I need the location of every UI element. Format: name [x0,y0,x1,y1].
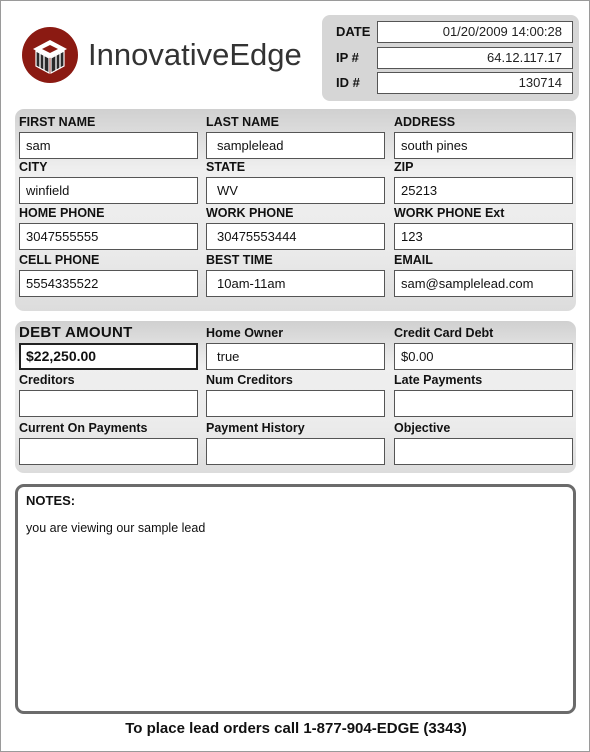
cell-phone-field[interactable]: 5554335522 [19,270,198,297]
debt-amount-label: DEBT AMOUNT [19,324,133,341]
work-phone-label: WORK PHONE [206,206,294,220]
work-phone-ext-label: WORK PHONE Ext [394,206,505,220]
num-creditors-label: Num Creditors [206,373,293,387]
num-creditors-field[interactable] [206,390,385,417]
brand-logo [22,27,302,83]
home-owner-group [206,325,385,370]
lead-info-panel [322,15,579,101]
work-phone-ext-group [394,205,573,250]
credit-card-debt-group [394,325,573,370]
best-time-label: BEST TIME [206,253,273,267]
date-label: DATE [336,24,371,39]
late-payments-group [394,372,573,417]
num-creditors-group [206,372,385,417]
objective-label: Objective [394,421,451,435]
notes-box[interactable] [15,484,576,714]
city-group [19,159,198,204]
ip-row [322,47,579,69]
id-row [322,72,579,94]
home-phone-field[interactable]: 3047555555 [19,223,198,250]
home-phone-group [19,205,198,250]
payment-history-group [206,420,385,465]
city-field[interactable]: winfield [19,177,198,204]
home-phone-label: HOME PHONE [19,206,105,220]
contact-section [15,109,576,311]
last-name-group [206,114,385,159]
email-field[interactable]: sam@samplelead.com [394,270,573,297]
id-field[interactable]: 130714 [377,72,573,94]
work-phone-ext-field[interactable]: 123 [394,223,573,250]
brand-name: InnovativeEdge [88,37,302,72]
cell-phone-label: CELL PHONE [19,253,100,267]
work-phone-group [206,205,385,250]
address-label: ADDRESS [394,115,456,129]
notes-text: you are viewing our sample lead [26,521,206,535]
id-label: ID # [336,75,360,90]
date-field[interactable]: 01/20/2009 14:00:28 [377,21,573,43]
debt-section [15,321,576,473]
ip-field[interactable]: 64.12.117.17 [377,47,573,69]
debt-amount-group [19,325,198,370]
credit-card-debt-field[interactable]: $0.00 [394,343,573,370]
last-name-field[interactable]: samplelead [206,132,385,159]
best-time-group [206,252,385,297]
email-label: EMAIL [394,253,433,267]
payment-history-field[interactable] [206,438,385,465]
ip-label: IP # [336,50,359,65]
state-group [206,159,385,204]
current-on-payments-group [19,420,198,465]
order-phone-footer: To place lead orders call 1-877-904-EDGE (3343) [125,720,467,737]
late-payments-label: Late Payments [394,373,483,387]
creditors-group [19,372,198,417]
payment-history-label: Payment History [206,421,305,435]
city-label: CITY [19,160,48,174]
first-name-label: FIRST NAME [19,115,96,129]
state-field[interactable]: WV [206,177,385,204]
email-group [394,252,573,297]
innovativeedge-logo-icon [22,27,78,83]
current-on-payments-label: Current On Payments [19,421,148,435]
notes-label: NOTES: [26,493,76,508]
objective-field[interactable] [394,438,573,465]
zip-group [394,159,573,204]
zip-label: ZIP [394,160,414,174]
state-label: STATE [206,160,246,174]
creditors-field[interactable] [19,390,198,417]
best-time-field[interactable]: 10am-11am [206,270,385,297]
address-group [394,114,573,159]
zip-field[interactable]: 25213 [394,177,573,204]
home-owner-field[interactable]: true [206,343,385,370]
current-on-payments-field[interactable] [19,438,198,465]
debt-amount-field[interactable]: $22,250.00 [19,343,198,370]
objective-group [394,420,573,465]
cell-phone-group [19,252,198,297]
first-name-group [19,114,198,159]
address-field[interactable]: south pines [394,132,573,159]
last-name-label: LAST NAME [206,115,279,129]
first-name-field[interactable]: sam [19,132,198,159]
work-phone-field[interactable]: 30475553444 [206,223,385,250]
credit-card-debt-label: Credit Card Debt [394,326,494,340]
creditors-label: Creditors [19,373,75,387]
late-payments-field[interactable] [394,390,573,417]
date-row [322,21,579,43]
home-owner-label: Home Owner [206,326,284,340]
